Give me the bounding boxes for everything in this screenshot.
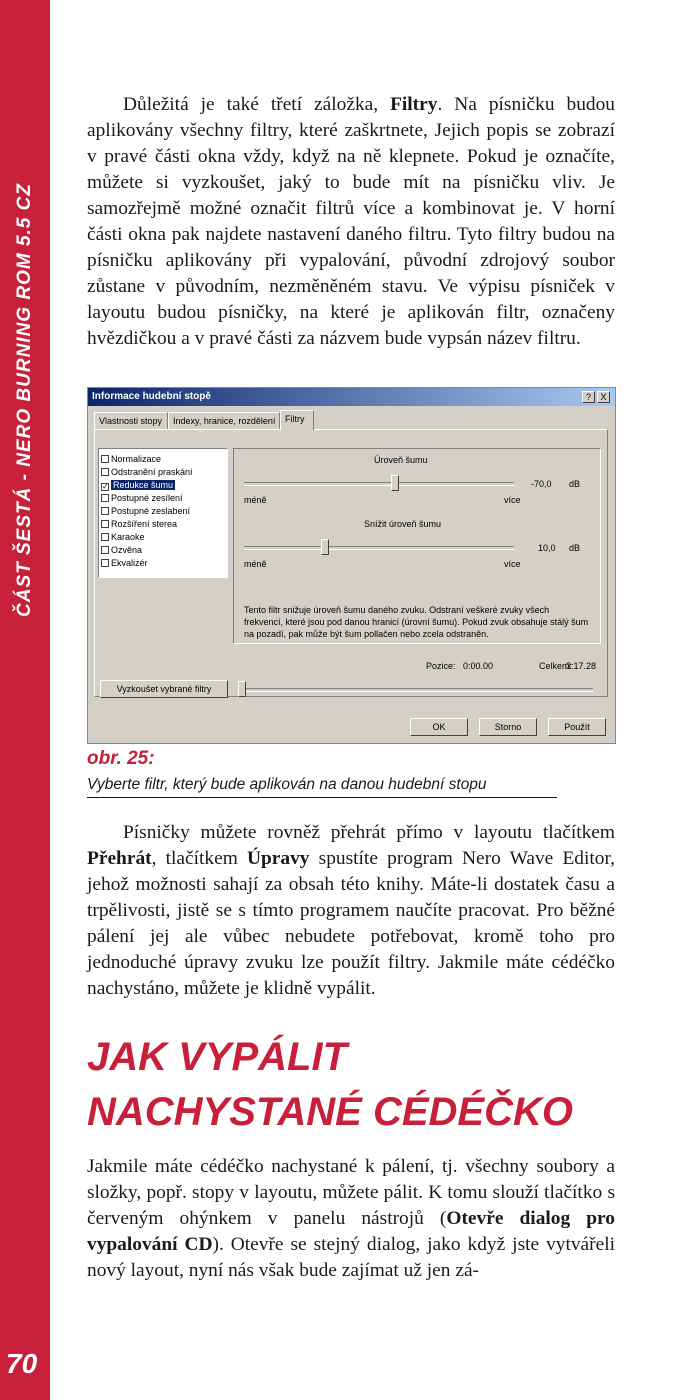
p2-text-c: , tlačítkem: [151, 848, 247, 869]
total-value: 3:17.28: [566, 661, 597, 671]
p3-text-a: Jakmile máte cédéčko nachystané k pálení, tj. všechny soubory a složky, popř. stopy v layoutu, můžete pálit. K tomu slouží tlačítko s červeným ohýnkem v panelu nástrojů (: [87, 1156, 615, 1229]
checkbox[interactable]: [101, 520, 109, 528]
slider1-track[interactable]: [244, 482, 514, 486]
slider1-value: -70,0: [531, 479, 552, 489]
slider1-min-label: méně: [244, 495, 267, 505]
filter-description-line: Tento filtr snižuje úroveň šumu daného zvuku. Odstraní veškeré zvuky všech: [244, 605, 550, 615]
filter-item[interactable]: Karaoke: [101, 531, 225, 544]
page-number: 70: [6, 1348, 38, 1379]
playback-thumb[interactable]: [238, 681, 246, 697]
slider2-title: Snížit úroveň šumu: [364, 519, 442, 529]
figure-number: obr. 25:: [87, 748, 155, 769]
test-filters-button[interactable]: Vyzkoušet vybrané filtry: [100, 680, 228, 698]
help-icon[interactable]: ?: [582, 391, 595, 403]
slider1-thumb[interactable]: [391, 475, 399, 491]
slider2-value: 10,0: [538, 543, 556, 553]
p1-text-c: . Na písničku budou aplikovány všechny filtry, které zaškrtnete, Jejich popis se zobrazí v pravé části okna vždy, když na ně klepnete. Pokud je označíte, můžete si vyzkoušet, jaký to bude mít na písničku vliv. Je samozřejmě možné označit filtrů více a kombinovat je. V horní části okna pak najdete nastavení daného filtru. Tyto filtry budou na písničku aplikovány při vypalování, původní zdrojový soubor zůstane v původním, nezměněném stavu. Ve výpisu písniček v layoutu budou písničky, na které je aplikován filtr, označeny hvězdičkou a v pravé části za názvem bude vypsán název filtru.: [87, 94, 615, 349]
filter-item[interactable]: Rozšíření sterea: [101, 518, 225, 531]
slider2-unit: dB: [569, 543, 581, 553]
dialog-title-bar: [88, 388, 615, 406]
tab-filters[interactable]: Filtry: [280, 410, 314, 430]
p1-text-a: Důležitá je také třetí záložka,: [123, 94, 391, 115]
cancel-button[interactable]: Storno: [479, 718, 537, 736]
paragraph-filters: [87, 92, 615, 352]
slider2-track[interactable]: [244, 546, 514, 550]
filter-item-selected[interactable]: ✓ Redukce šumu: [102, 480, 174, 491]
tab-indexes[interactable]: Indexy, hranice, rozdělení: [168, 412, 280, 429]
apply-button[interactable]: Použít: [548, 718, 606, 736]
dialog-screenshot: [87, 387, 616, 744]
p3-bold-dialog: Otevře dialog pro vypalování CD: [87, 1208, 615, 1255]
filter-item[interactable]: Postupné zesílení: [101, 492, 225, 505]
figure-caption: Vyberte filtr, který bude aplikován na danou hudební stopu: [87, 776, 557, 798]
slider1-title: Úroveň šumu: [374, 455, 428, 465]
checkbox[interactable]: [101, 546, 109, 554]
filter-description-line: frekvencí, které jsou pod danou hranicí (úrovní šumu). Pokud zvuk obsahuje stálý šum: [244, 617, 589, 627]
slider2-min-label: méně: [244, 559, 267, 569]
slider2-max-label: více: [504, 559, 521, 569]
playback-track[interactable]: [238, 688, 593, 692]
filter-item[interactable]: Odstranění praskání: [101, 466, 225, 479]
checkbox[interactable]: [101, 559, 109, 567]
paragraph-playback: [87, 820, 615, 1002]
paragraph-burn: [87, 1154, 615, 1284]
p2-bold-prehrat: Přehrát: [87, 848, 152, 869]
filter-item[interactable]: Ozvěna: [101, 544, 225, 557]
filter-item[interactable]: Normalizace: [101, 453, 225, 466]
p3-text-c: ). Otevře se stejný dialog, jako když jste vytvářeli nový layout, nyní nás však bude zajímat už jen zá-: [87, 1234, 615, 1281]
sidebar: [0, 0, 50, 1400]
filter-settings-group: [233, 448, 601, 644]
slider2-thumb[interactable]: [321, 539, 329, 555]
filter-list: [98, 448, 228, 578]
running-header: ČÁST ŠESTÁ - NERO BURNING ROM 5.5 CZ: [14, 183, 35, 617]
p2-text-e: spustíte program Nero Wave Editor, jehož možnosti sahají za obsah této knihy. Máte-li dostatek času a trpělivosti, jistě se s tímto programem naučíte pracovat. Pro běžné pálení jej ale vůbec nebudete potřebovat, kromě toho pro jednoduché úpravy zvuku lze použít filtry. Jakmile máte cédéčko nachystáno, můžete je klidně vypálit.: [87, 848, 615, 999]
p2-bold-upravy: Úpravy: [247, 848, 310, 869]
dialog-title: Informace hudební stopě: [92, 391, 211, 402]
checkbox[interactable]: [101, 455, 109, 463]
heading-line1: JAK VYPÁLIT: [87, 1035, 348, 1079]
position-label: Pozice:: [426, 661, 456, 671]
slider1-max-label: více: [504, 495, 521, 505]
total-label: Celkem:: [539, 661, 573, 671]
p2-text-a: Písničky můžete rovněž přehrát přímo v layoutu tlačítkem: [123, 822, 615, 843]
checkbox[interactable]: [101, 533, 109, 541]
checkbox[interactable]: [101, 494, 109, 502]
heading-line2: NACHYSTANÉ CÉDÉČKO: [87, 1090, 573, 1134]
checkbox[interactable]: [101, 468, 109, 476]
tab-track-properties[interactable]: Vlastnosti stopy: [94, 412, 168, 429]
p1-bold-filtry: Filtry: [390, 94, 438, 115]
close-icon[interactable]: X: [597, 391, 610, 403]
checkbox-checked[interactable]: ✓: [102, 482, 109, 491]
ok-button[interactable]: OK: [410, 718, 468, 736]
filter-description-line: na pozadí, pak může být šum pollačen nebo zcela odstraněn.: [244, 629, 489, 639]
section-heading: [87, 1030, 573, 1140]
filter-item[interactable]: Ekvalizér: [101, 557, 225, 570]
position-value: 0:00.00: [463, 661, 494, 671]
checkbox[interactable]: [101, 507, 109, 515]
slider1-unit: dB: [569, 479, 581, 489]
filter-item[interactable]: Postupné zeslabení: [101, 505, 225, 518]
